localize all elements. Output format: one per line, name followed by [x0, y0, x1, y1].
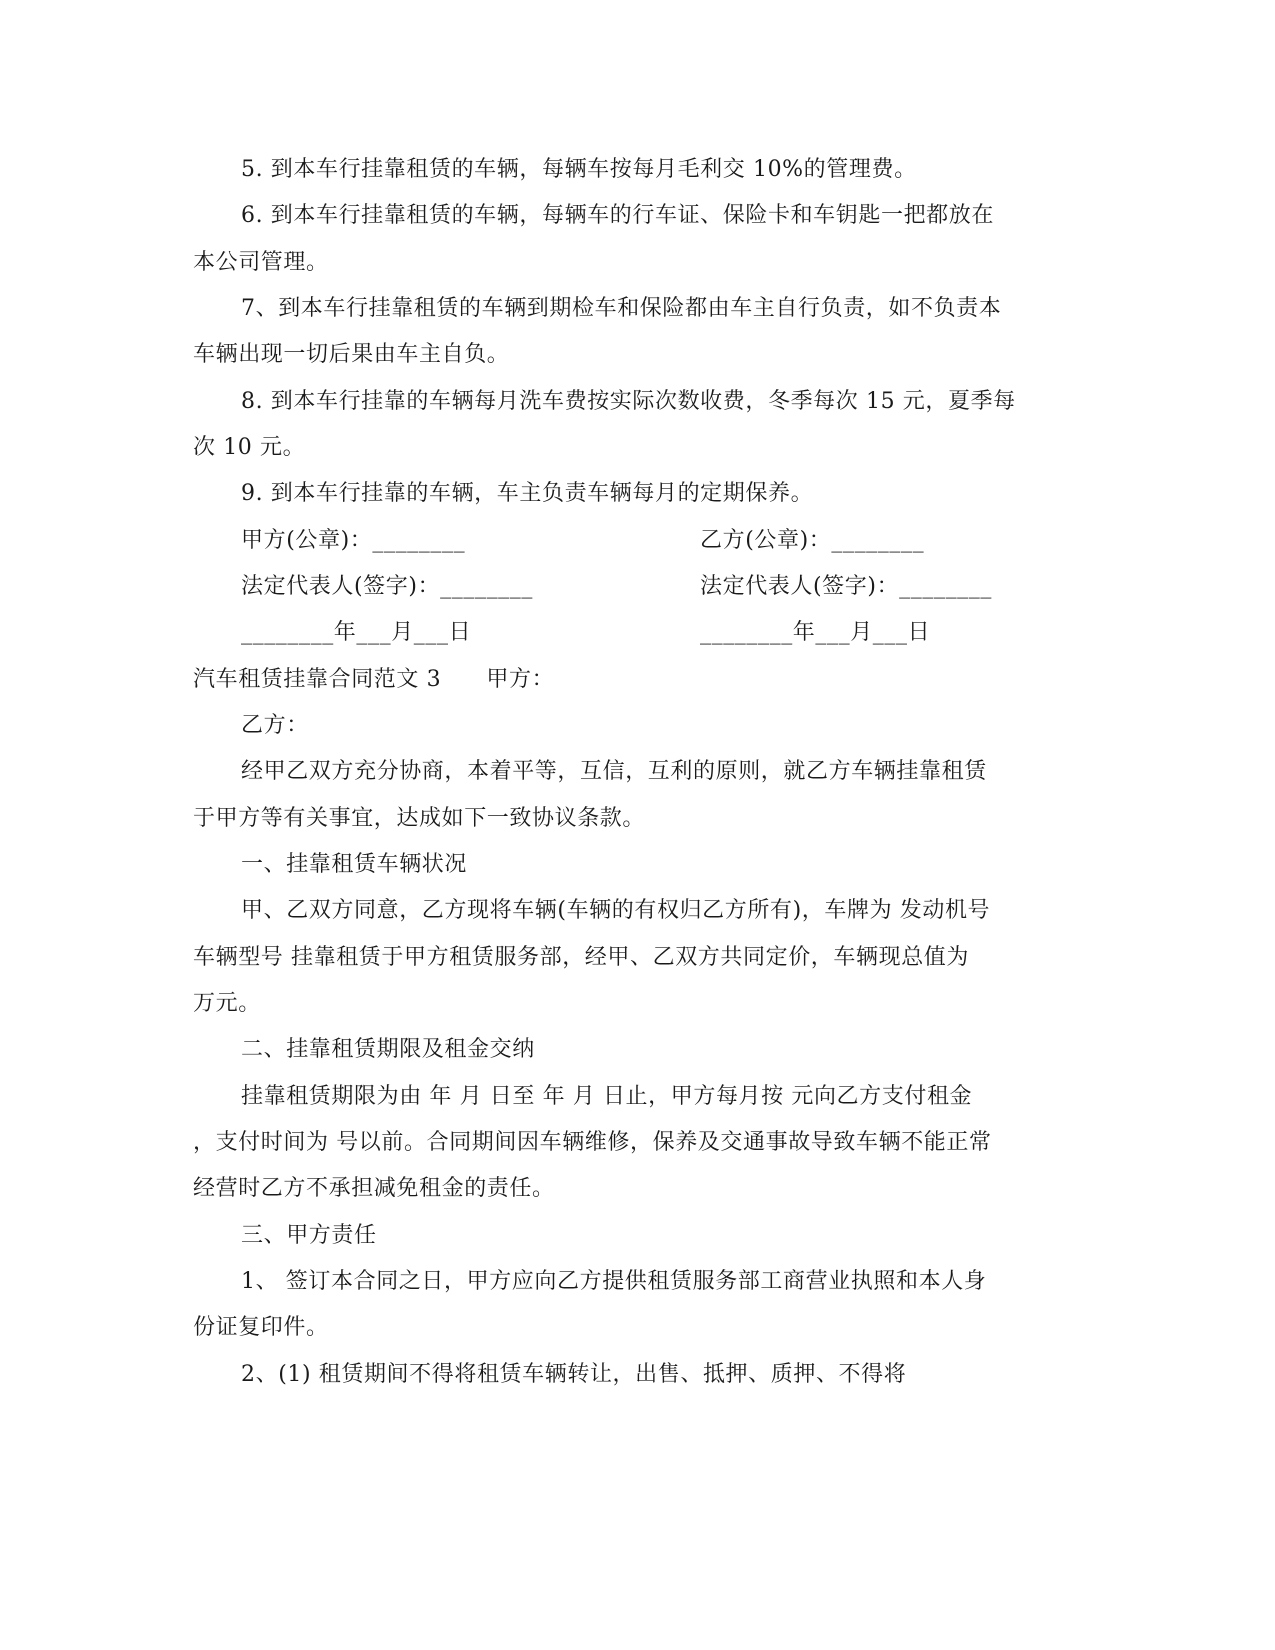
section-3-title: 三、甲方责任: [241, 1223, 377, 1248]
section-1-line-1: 甲、乙双方同意，乙方现将车辆(车辆的有权归乙方所有)，车牌为 发动机号: [241, 898, 991, 923]
clause-9: 9. 到本车行挂靠的车辆，车主负责车辆每月的定期保养。: [241, 481, 814, 506]
clause-7-line-2: 车辆出现一切后果由车主自负。: [193, 342, 510, 367]
intro-line-2: 于甲方等有关事宜，达成如下一致协议条款。: [193, 806, 646, 831]
section-3-item-1-line-2: 份证复印件。: [193, 1315, 329, 1340]
section-3-item-1-line-1: 1、 签订本合同之日，甲方应向乙方提供租赁服务部工商营业执照和本人身: [241, 1269, 987, 1294]
clause-6-line-1: 6. 到本车行挂靠租赁的车辆，每辆车的行车证、保险卡和车钥匙一把都放在: [241, 203, 994, 228]
clause-7-line-1: 7、到本车行挂靠租赁的车辆到期检车和保险都由车主自行负责，如不负责本: [241, 296, 1002, 321]
section-1-line-3: 万元。: [193, 991, 261, 1016]
sign-date-b: ________年___月___日: [700, 620, 931, 645]
section-1-line-2: 车辆型号 挂靠租赁于甲方租赁服务部，经甲、乙双方共同定价，车辆现总值为: [193, 945, 969, 970]
legal-rep-a: 法定代表人(签字)：________: [241, 574, 533, 599]
intro-line-1: 经甲乙双方充分协商，本着平等，互信，互利的原则，就乙方车辆挂靠租赁: [241, 759, 987, 784]
party-b-label: 乙方：: [241, 713, 309, 738]
clause-6-line-2: 本公司管理。: [193, 250, 329, 275]
section-3-item-2-line-1: 2、(1) 租赁期间不得将租赁车辆转让，出售、抵押、质押、不得将: [241, 1362, 907, 1387]
section-2-line-3: 经营时乙方不承担减免租金的责任。: [193, 1176, 555, 1201]
section-2-line-1: 挂靠租赁期限为由 年 月 日至 年 月 日止，甲方每月按 元向乙方支付租金: [241, 1084, 973, 1109]
section-2-title: 二、挂靠租赁期限及租金交纳: [241, 1037, 535, 1062]
contract-3-title: 汽车租赁挂靠合同范文 3 甲方：: [193, 667, 555, 692]
section-1-title: 一、挂靠租赁车辆状况: [241, 852, 468, 877]
sign-date-a: ________年___月___日: [241, 620, 472, 645]
clause-8-line-2: 次 10 元。: [193, 435, 306, 460]
legal-rep-b: 法定代表人(签字)：________: [700, 574, 992, 599]
section-2-line-2: ，支付时间为 号以前。合同期间因车辆维修，保养及交通事故导致车辆不能正常: [193, 1130, 992, 1155]
clause-8-line-1: 8. 到本车行挂靠的车辆每月洗车费按实际次数收费，冬季每次 15 元，夏季每: [241, 389, 1016, 414]
signature-party-b: 乙方(公章)：________: [700, 528, 925, 553]
signature-party-a: 甲方(公章)：________: [241, 528, 466, 553]
clause-5: 5. 到本车行挂靠租赁的车辆，每辆车按每月毛利交 10%的管理费。: [241, 157, 917, 182]
